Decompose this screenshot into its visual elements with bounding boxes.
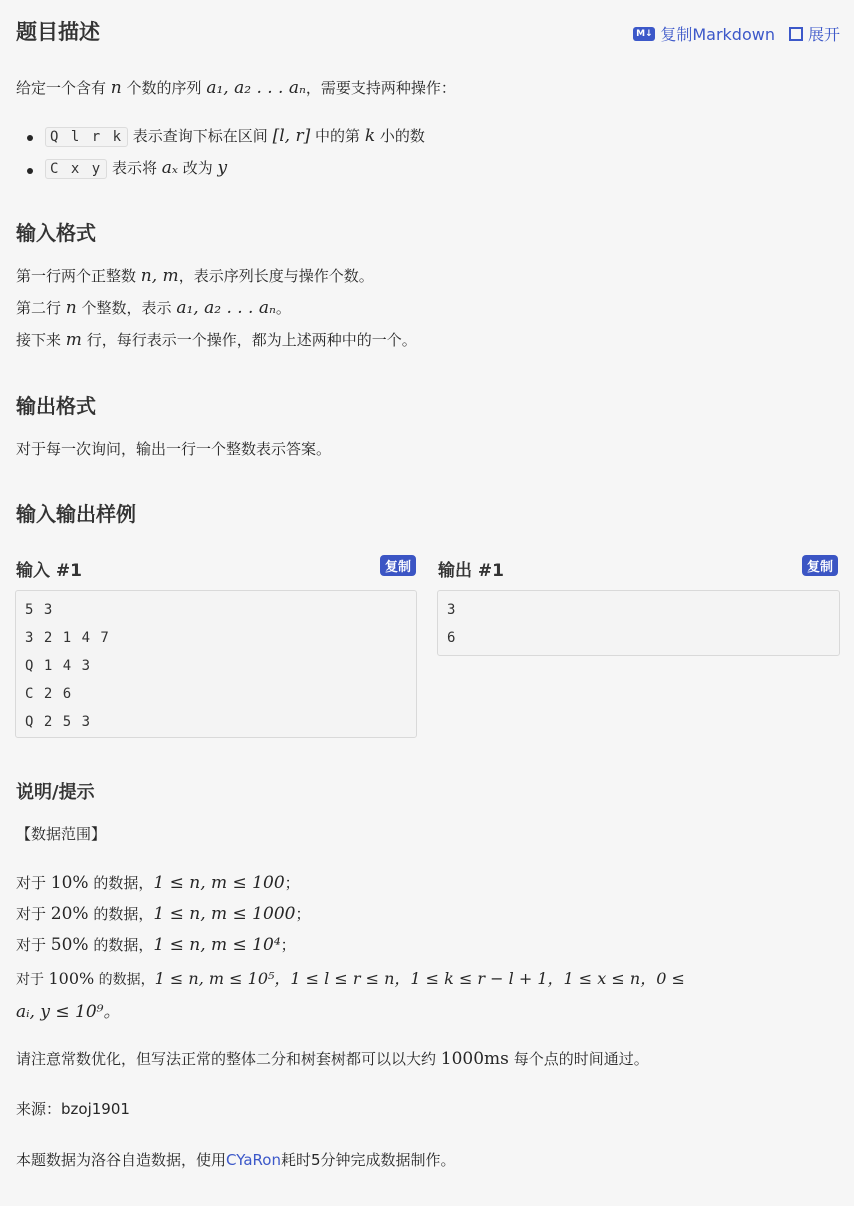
range-line-10: 对于 10% 的数据，1 ≤ n, m ≤ 100；	[16, 873, 300, 893]
copy-input-button[interactable]: 复制	[380, 555, 416, 576]
code-line: C 2 6	[25, 686, 73, 702]
expand-icon	[789, 27, 803, 41]
performance-note: 请注意常数优化，但写法正常的整体二分和树套树都可以以大约 1000ms 每个点的时间通过。	[16, 1049, 649, 1069]
inline-code: C x y	[45, 159, 107, 179]
bullet-dot	[27, 168, 33, 174]
list-item-change: C x y 表示将 aₓ 改为 y	[45, 157, 227, 179]
code-line: 3 2 1 4 7	[25, 630, 110, 646]
input-format-line2: 第二行 n 个整数，表示 a₁, a₂ . . . aₙ。	[16, 298, 291, 318]
list-item-query: Q l r k 表示查询下标在区间 [l, r] 中的第 k 小的数	[45, 125, 425, 147]
copy-markdown-button[interactable]	[633, 22, 775, 45]
input-format-line1: 第一行两个正整数 n, m，表示序列长度与操作个数。	[16, 266, 374, 286]
expand-button[interactable]	[789, 22, 840, 45]
copy-output-button[interactable]: 复制	[802, 555, 838, 576]
range-line-50: 对于 50% 的数据，1 ≤ n, m ≤ 10⁴；	[16, 935, 296, 955]
copy-markdown-label: 复制Markdown	[660, 25, 775, 44]
page-title: 题目描述	[16, 20, 100, 44]
data-generation-note: 本题数据为洛谷自造数据，使用CYaRon耗时5分钟完成数据制作。	[16, 1151, 456, 1169]
cyaron-link[interactable]: CYaRon	[226, 1151, 281, 1169]
code-line: Q 2 5 3	[25, 714, 92, 730]
inline-code: Q l r k	[45, 127, 128, 147]
bullet-dot	[27, 135, 33, 141]
description-intro: 给定一个含有 n 个数的序列 a₁, a₂ . . . aₙ，需要支持两种操作：	[16, 78, 456, 98]
range-line-20: 对于 20% 的数据，1 ≤ n, m ≤ 1000；	[16, 904, 311, 924]
code-line: 5 3	[25, 602, 54, 618]
expand-label: 展开	[807, 25, 840, 44]
samples-title: 输入输出样例	[16, 502, 136, 526]
input-format-title: 输入格式	[16, 221, 96, 245]
output-sample-box	[437, 590, 840, 656]
range-line-100-cont: aᵢ, y ≤ 10⁹。	[16, 1002, 121, 1022]
output-format-text: 对于每一次询问，输出一行一个整数表示答案。	[16, 440, 332, 458]
code-line: 6	[447, 630, 457, 646]
range-title: 【数据范围】	[16, 825, 107, 843]
markdown-icon: M↓	[633, 27, 655, 41]
input-format-line3: 接下来 m 行，每行表示一个操作，都为上述两种中的一个。	[16, 330, 417, 350]
output-format-title: 输出格式	[16, 394, 96, 418]
output-sample-label: 输出 #1	[438, 561, 504, 581]
code-line: 3	[447, 602, 457, 618]
input-sample-label: 输入 #1	[16, 561, 82, 581]
source-text: 来源：bzoj1901	[16, 1100, 130, 1118]
code-line: Q 1 4 3	[25, 658, 92, 674]
input-sample-box	[15, 590, 417, 738]
hint-title: 说明/提示	[16, 782, 95, 803]
range-line-100: 对于 100% 的数据，1 ≤ n, m ≤ 10⁵，1 ≤ l ≤ r ≤ n，1 ≤ k ≤ r − l + 1，1 ≤ x ≤ n，0 ≤	[16, 969, 685, 988]
